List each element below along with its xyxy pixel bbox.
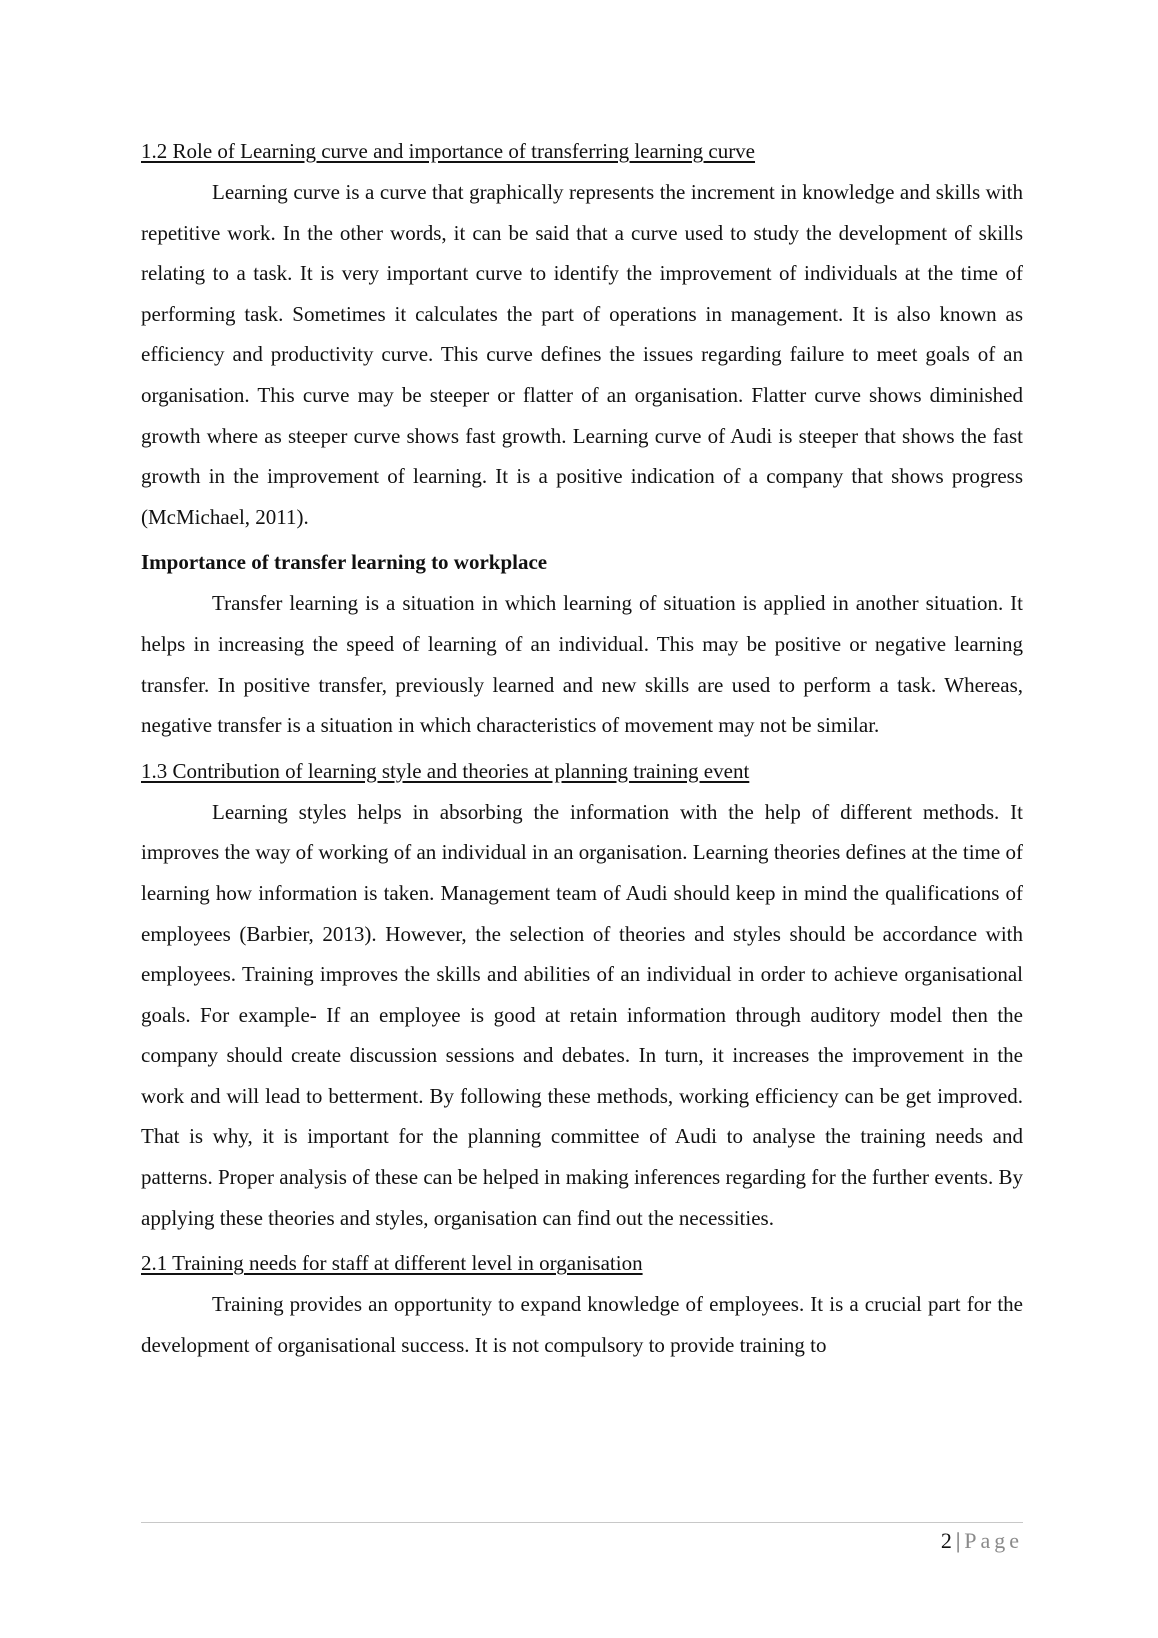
page-footer bbox=[941, 1526, 1023, 1556]
section-heading-1-3: 1.3 Contribution of learning style and theories at planning training event bbox=[141, 758, 750, 783]
footer-separator: | bbox=[955, 1528, 961, 1553]
section-heading-1-2: 1.2 Role of Learning curve and importance of transferring learning curve bbox=[141, 139, 756, 163]
page-label: Page bbox=[964, 1528, 1023, 1553]
section-paragraph-2-1: Training provides an opportunity to expand knowledge of employees. It is a crucial part for the development of organisational success. It is not compulsory to provide training to bbox=[141, 1292, 1023, 1357]
subheading-transfer-learning: Importance of transfer learning to workplace bbox=[141, 550, 548, 575]
footer-divider bbox=[141, 1522, 1023, 1523]
transfer-learning-paragraph: Transfer learning is a situation in which learning of situation is applied in another situation. It helps in increasing the speed of learning of an individual. This may be positive or negative learning transfer. In positive transfer, previously learned and new skills are used to perform a task. Whereas, negative transfer is a situation in which characteristics of movement may not be similar. bbox=[141, 591, 1023, 738]
section-paragraph-1-3: Learning styles helps in absorbing the information with the help of different methods. It improves the way of working of an individual in an organisation. Learning theories defines at the time of learning how information is taken. Management team of Audi should keep in mind the qualifications of employees (Barbier, 2013). However, the selection of theories and styles should be accordance with employees. Training improves the skills and abilities of an individual in order to achieve organisational goals. For example- If an employee is good at retain information through auditory model then the company should create discussion sessions and debates. In turn, it increases the improvement in the work and will lead to betterment. By following these methods, working efficiency can be get improved. That is why, it is important for the planning committee of Audi to analyse the training needs and patterns. Proper analysis of these can be helped in making inferences regarding for the further events. By applying these theories and styles, organisation can find out the necessities. bbox=[141, 799, 1023, 1230]
section-paragraph-1-2: Learning curve is a curve that graphically represents the increment in knowledge and skills with repetitive work. In the other words, it can be said that a curve used to study the development of skills relating to a task. It is very important curve to identify the improvement of individuals at the time of performing task. Sometimes it calculates the part of operations in management. It is also known as efficiency and productivity curve. This curve defines the issues regarding failure to meet goals of an organisation. This curve may be steeper or flatter of an organisation. Flatter curve shows diminished growth where as steeper curve shows fast growth. Learning curve of Audi is steeper that shows the fast growth in the improvement of learning. It is a positive indication of a company that shows progress (McMichael, 2011). bbox=[141, 180, 1023, 529]
page-number: 2 bbox=[940, 1528, 952, 1553]
document-page bbox=[141, 136, 1023, 1375]
section-heading-2-1: 2.1 Training needs for staff at different level in organisation bbox=[141, 1251, 643, 1276]
